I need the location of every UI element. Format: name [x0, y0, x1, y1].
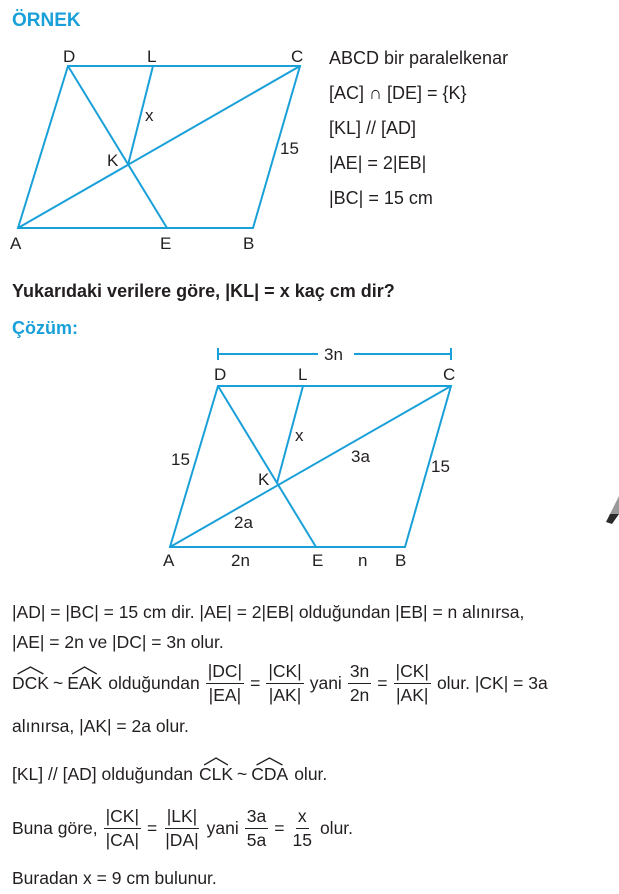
fig2-segment-de [218, 386, 316, 547]
fig2-label-eb: n [358, 551, 368, 570]
fraction-ck-ca-denominator: |CA| [105, 829, 140, 850]
given-3: [KL] // [AD] [329, 118, 417, 138]
similarity-symbol-1: ~ [52, 672, 64, 693]
fraction-3a-5a-denominator: 5a [246, 829, 267, 850]
equals-sign: = [147, 817, 158, 838]
fig2-label-l: L [298, 365, 308, 384]
equals-sign: = [250, 672, 261, 693]
fig1-label-e: E [160, 234, 172, 253]
solution-line-7 [12, 866, 217, 890]
triangle-eak-label: EAK [67, 672, 103, 693]
fig1-label-k: K [107, 151, 119, 170]
fig1-segment-de [68, 66, 167, 228]
solution-line-6-text-c: olur. [319, 817, 354, 838]
fig2-label-ad-length: 15 [171, 450, 190, 469]
fraction-3a-5a [245, 806, 268, 849]
fig2-label-bc-length: 15 [431, 457, 450, 476]
solution-line-3-text-a: olduğundan [108, 672, 200, 693]
given-4: |AE| = 2|EB| [329, 153, 427, 173]
fraction-ck-ak-denominator: |AK| [268, 684, 302, 705]
fraction-ck-ca-numerator: |CK| [104, 806, 141, 828]
fig2-diagonal-ac [170, 386, 451, 547]
similarity-symbol-2: ~ [237, 763, 248, 784]
solution-line-7-text: Buradan x = 9 cm bulunur. [12, 867, 217, 888]
triangle-clk [199, 764, 233, 785]
fig2-label-3n: 3n [324, 345, 343, 364]
solution-line-5-text-a: [KL] // [AD] olduğundan [12, 763, 193, 784]
fraction-dc-ea [206, 661, 244, 704]
given-5: |BC| = 15 cm [329, 188, 433, 208]
solution-line-2-text: |AE| = 2n ve |DC| = 3n olur. [12, 631, 224, 652]
solution-line-3-text-b: yani [309, 672, 342, 693]
triangle-eak [67, 673, 102, 694]
fig2-label-x: x [295, 426, 304, 445]
fig2-label-c: C [443, 365, 456, 384]
solution-line-6-text-b: yani [206, 817, 239, 838]
fig1-label-b: B [243, 234, 255, 253]
fraction-lk-da [163, 806, 200, 849]
equals-sign: = [377, 672, 388, 693]
fig1-label-c: C [291, 47, 304, 66]
solution-line-3-text-c: olur. |CK| = 3a [436, 672, 548, 693]
fraction-ck-ak [266, 661, 303, 704]
fraction-x-15-numerator: x [296, 806, 309, 828]
fig1-label-a: A [10, 234, 22, 253]
fraction-ck-ak-2-denominator: |AK| [396, 684, 429, 705]
fraction-ck-ak-numerator: |CK| [266, 661, 303, 683]
fig1-label-bc-length: 15 [280, 139, 299, 158]
fraction-ck-ca [104, 806, 141, 849]
fig2-label-k: K [258, 470, 270, 489]
fraction-3a-5a-numerator: 3a [245, 806, 268, 828]
fraction-ck-ak-2-numerator: |CK| [394, 661, 431, 683]
figure-2-parallelogram [150, 340, 470, 575]
fraction-dc-ea-numerator: |DC| [206, 661, 244, 683]
fraction-3n-2n [348, 661, 371, 704]
given-2: [AC] ∩ [DE] = {K} [329, 83, 467, 103]
solution-line-1-text: |AD| = |BC| = 15 cm dir. |AE| = 2|EB| olduğundan |EB| = n alınırsa, [12, 601, 525, 622]
fraction-3n-2n-numerator: 3n [348, 661, 371, 683]
example-heading: ÖRNEK [12, 10, 81, 31]
fig1-label-x: x [145, 106, 154, 125]
triangle-cda [251, 764, 288, 785]
triangle-cda-label: CDA [251, 763, 289, 784]
given-1: ABCD bir paralelkenar [329, 48, 509, 68]
solution-line-4 [12, 714, 189, 738]
fig2-label-d: D [214, 365, 227, 384]
triangle-clk-label: CLK [198, 763, 234, 784]
fig2-label-e: E [312, 551, 324, 570]
solution-line-5 [12, 760, 327, 788]
solution-line-5-text-b: olur. [294, 763, 328, 784]
solution-line-6 [12, 800, 353, 856]
solution-line-1 [12, 600, 524, 624]
fraction-x-15 [290, 806, 313, 849]
solution-line-2 [12, 630, 224, 654]
triangle-dck-label: DCK [12, 672, 49, 693]
solution-heading: Çözüm: [12, 318, 78, 338]
fig1-label-l: L [147, 47, 157, 66]
fig1-label-d: D [63, 47, 76, 66]
equals-sign: = [274, 817, 285, 838]
fraction-ck-ak-2 [394, 661, 431, 704]
figure-1-parallelogram [0, 40, 320, 260]
pencil-icon [604, 496, 619, 524]
fraction-dc-ea-denominator: |EA| [208, 684, 242, 705]
fig2-label-ak: 2a [234, 513, 253, 532]
triangle-dck [12, 673, 49, 694]
fraction-x-15-denominator: 15 [292, 829, 312, 850]
solution-line-3 [12, 655, 548, 711]
fig2-label-kc: 3a [351, 447, 370, 466]
fraction-lk-da-numerator: |LK| [165, 806, 200, 828]
fraction-3n-2n-denominator: 2n [349, 684, 370, 705]
question-text: Yukarıdaki verilere göre, |KL| = x kaç cm dir? [12, 281, 395, 301]
fig2-label-b: B [395, 551, 407, 570]
solution-line-6-text-a: Buna göre, [12, 817, 98, 838]
fig2-label-a: A [163, 551, 175, 570]
fraction-lk-da-denominator: |DA| [165, 829, 199, 850]
solution-line-4-text: alınırsa, |AK| = 2a olur. [12, 715, 189, 736]
fig2-label-ae: 2n [231, 551, 250, 570]
